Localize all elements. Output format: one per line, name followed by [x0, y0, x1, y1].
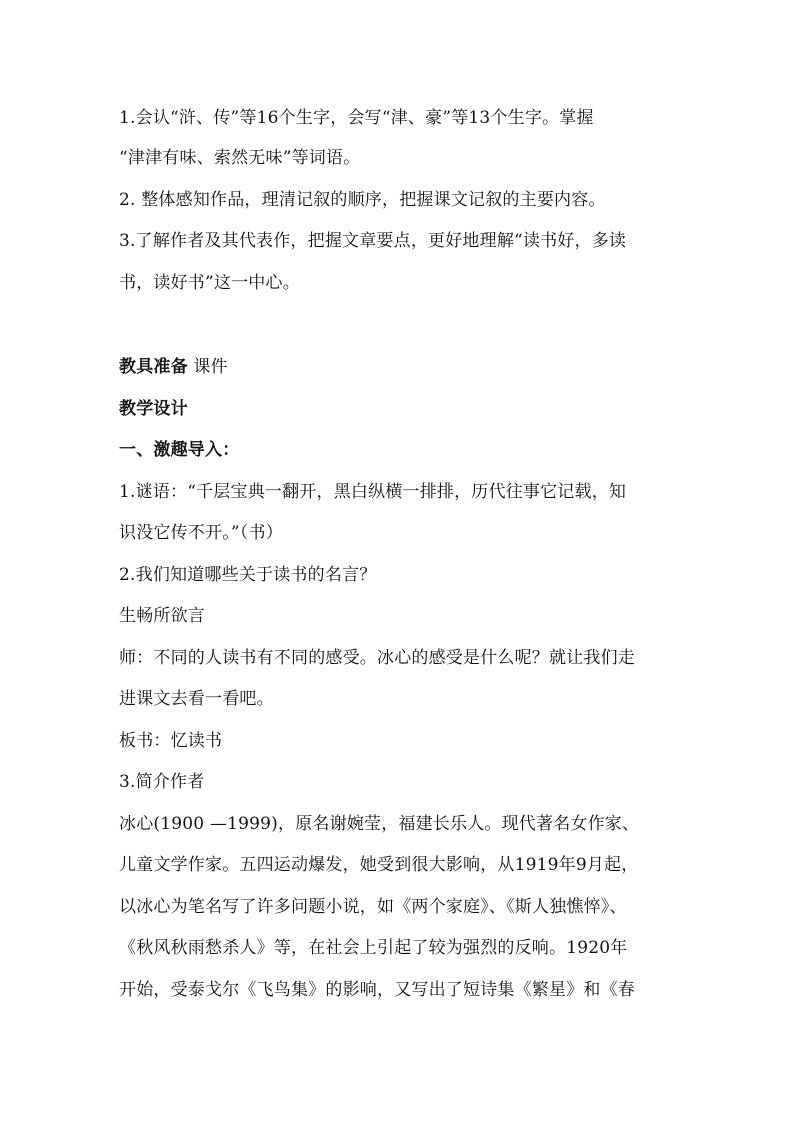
section-heading-intro: 一、激趣导入：	[119, 440, 240, 460]
design-heading: 教学设计	[119, 399, 188, 419]
body-line-7: 板书：忆读书	[119, 731, 223, 751]
body-line-3: 2.我们知道哪些关于读书的名言？	[119, 565, 377, 585]
body-line-13: 开始，受泰戈尔《飞鸟集》的影响，又写出了短诗集《繁星》和《春	[119, 980, 635, 1000]
body-line-1: 1.谜语：“千层宝典一翻开，黑白纵横一排排，历代往事它记载，知	[119, 482, 627, 502]
objective-line-1: 1.会认“浒、传”等16个生字，会写“津、豪”等13个生字。掌握	[119, 108, 594, 128]
body-line-10: 儿童文学作家。五四运动爆发，她受到很大影响，从1919年9月起，	[119, 855, 639, 875]
body-line-6: 进课文去看一看吧。	[119, 689, 274, 709]
body-line-5: 师：不同的人读书有不同的感受。冰心的感受是什么呢？就让我们走	[119, 648, 635, 668]
body-line-12: 《秋风秋雨愁杀人》等，在社会上引起了较为强烈的反响。1920年	[119, 938, 628, 958]
teaching-tools-label: 教具准备	[119, 357, 188, 377]
body-line-11: 以冰心为笔名写了许多问题小说，如《两个家庭》、《斯人独憔悴》、	[119, 897, 627, 917]
body-line-2: 识没它传不开。”（书）	[119, 523, 283, 543]
teaching-tools	[119, 355, 228, 379]
objective-line-2: “津津有味、索然无味”等词语。	[119, 148, 361, 168]
body-line-8: 3.简介作者	[119, 772, 205, 792]
teaching-tools-value: 课件	[193, 357, 228, 377]
objective-line-5: 书，读好书”这一中心。	[119, 273, 300, 293]
body-line-4: 生畅所欲言	[119, 606, 205, 626]
objective-line-3: 2. 整体感知作品，理清记叙的顺序，把握课文记叙的主要内容。	[119, 190, 606, 210]
body-line-9: 冰心(1900 —1999)，原名谢婉莹，福建长乐人。现代著名女作家、	[119, 814, 640, 834]
objective-line-4: 3.了解作者及其代表作，把握文章要点，更好地理解“读书好，多读	[119, 231, 627, 251]
